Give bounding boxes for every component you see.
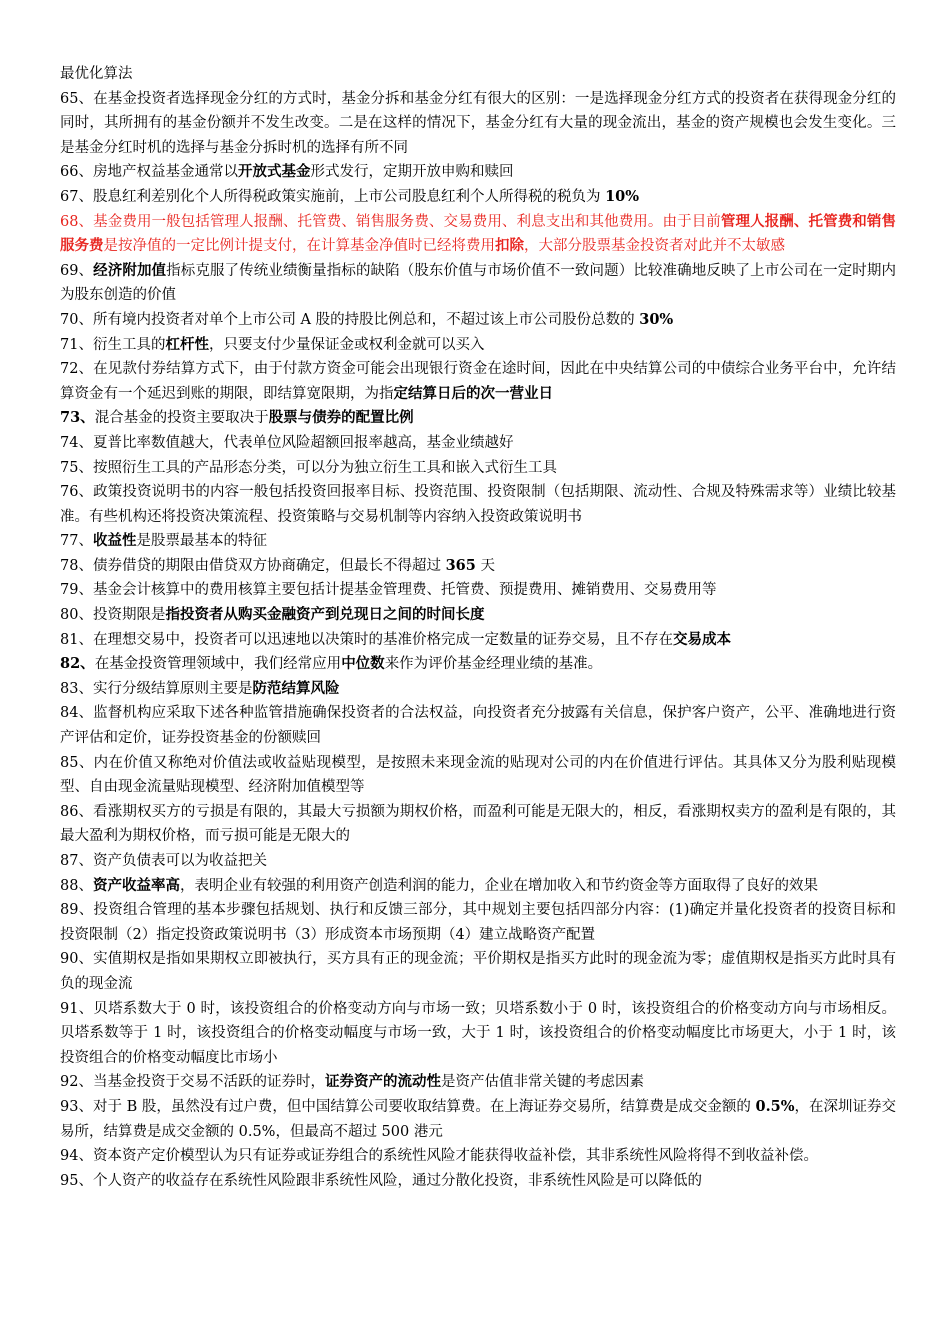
question-item	[60, 480, 896, 529]
emphasis-text: 防范结算风险	[252, 679, 340, 697]
emphasis-text: 开放式基金	[237, 163, 311, 181]
emphasis-text: 资产收益率高	[92, 876, 180, 894]
item-text: 天	[475, 557, 495, 574]
question-item	[60, 898, 896, 947]
item-text: 67、股息红利差别化个人所得税政策实施前，上市公司股息红利个人所得税的税负为	[60, 188, 606, 205]
item-text: 74、夏普比率数值越大，代表单位风险超额回报率越高，基金业绩越好	[60, 434, 514, 451]
item-text: 86、看涨期权买方的亏损是有限的，其最大亏损额为期权价格，而盈利可能是无限大的，相反，看涨期权卖方的盈利是有限的，其最大盈利为期权价格，而亏损可能是无限大的	[60, 803, 896, 845]
item-text: 90、实值期权是指如果期权立即被执行，买方具有正的现金流；平价期权是指买方此时的现金流为零；虚值期权是指买方此时具有负的现金流	[60, 951, 896, 992]
question-item	[60, 1144, 896, 1169]
item-text: 93、对于 B 股，虽然没有过户费，但中国结算公司要收取结算费。在上海证券交易所，结算费是成交金额的	[60, 1098, 756, 1115]
question-item	[60, 1070, 896, 1095]
item-text: 81、在理想交易中，投资者可以迅速地以决策时的基准价格完成一定数量的证券交易，且不存在	[60, 631, 673, 648]
emphasis-text: 30%	[639, 310, 674, 328]
question-item	[60, 160, 896, 185]
item-text: 78、债券借贷的期限由借贷双方协商确定，但最长不得超过	[60, 557, 446, 574]
item-text: 84、监督机构应采取下述各种监管措施确保投资者的合法权益，向投资者充分披露有关信息，保护客户资产，公平、准确地进行资产评估和定价，证券投资基金的份额赎回	[60, 705, 896, 747]
item-text: 75、按照衍生工具的产品形态分类，可以分为独立衍生工具和嵌入式衍生工具	[60, 459, 557, 476]
item-text: 指标克服了传统业绩衡量指标的缺陷（股东价值与市场价值不一致问题）比较准确地反映了上市公司在一定时期内为股东创造的价值	[60, 262, 897, 304]
question-item	[60, 529, 896, 554]
question-item	[60, 456, 896, 481]
question-item	[60, 431, 896, 456]
question-item	[60, 800, 896, 849]
question-item	[60, 997, 896, 1071]
item-text: 94、资本资产定价模型认为只有证券或证券组合的系统性风险才能获得收益补偿，其非系统性风险将得不到收益补偿。	[60, 1148, 818, 1165]
emphasis-text: 收益性	[92, 532, 137, 550]
item-text: ，在深圳证券交易所，结算费是成交金额的 0.5%，但最高不超过 500 港元	[60, 1098, 897, 1140]
question-item	[60, 308, 896, 333]
item-text: ，大部分股票基金投资者对此并不太敏感	[524, 238, 785, 255]
emphasis-text: 365	[445, 556, 476, 574]
emphasis-text: 杠杆性	[165, 335, 209, 353]
question-item	[60, 947, 896, 996]
item-text: 71、衍生工具的	[60, 336, 166, 353]
item-text: 混合基金的投资主要取决于	[94, 410, 269, 427]
item-text: 85、内在价值又称绝对价值法或收益贴现模型，是按照未来现金流的贴现对公司的内在价值进行评估。其具体又分为股利贴现模型、自由现金流量贴现模型、经济附加值模型等	[60, 754, 896, 796]
item-text: 70、所有境内投资者对单个上市公司 A 股的持股比例总和，不超过该上市公司股份总数的	[60, 311, 640, 328]
question-item	[60, 259, 896, 308]
question-item	[60, 87, 896, 161]
item-text: ，表明企业有较强的利用资产创造利润的能力，企业在增加收入和节约资金等方面取得了良好的效果	[179, 877, 818, 894]
item-text: 80、投资期限是	[60, 607, 166, 624]
question-item	[60, 849, 896, 874]
item-text: 79、基金会计核算中的费用核算主要包括计提基金管理费、托管费、预提费用、摊销费用、交易费用等	[60, 582, 717, 599]
emphasis-text: 0.5%	[755, 1097, 795, 1115]
emphasis-text: 交易成本	[672, 630, 731, 648]
question-item	[60, 62, 896, 87]
item-text: 76、政策投资说明书的内容一般包括投资回报率目标、投资范围、投资限制（包括期限、流动性、合规及特殊需求等）业绩比较基准。有些机构还将投资决策流程、投资策略与交易机制等内容纳入投资政策说明书	[60, 484, 896, 525]
item-text: 66、房地产权益基金通常以	[60, 164, 238, 181]
document-body	[60, 62, 896, 1193]
item-text: 77、	[60, 533, 93, 550]
question-item	[60, 677, 896, 702]
emphasis-text: 指投资者从购买金融资产到兑现日之间的时间长度	[165, 606, 485, 624]
question-item	[60, 357, 896, 406]
emphasis-text: 10%	[605, 187, 640, 205]
emphasis-text: 扣除	[495, 237, 524, 255]
item-text: 92、当基金投资于交易不活跃的证券时，	[60, 1074, 325, 1091]
item-text: 最优化算法	[60, 66, 133, 82]
emphasis-text: 经济附加值	[93, 261, 167, 279]
item-text: 72、在见款付券结算方式下，由于付款方资金可能会出现银行资金在途时间，因此在中央结算公司的中债综合业务平台中，允许结算资金有一个延迟到账的期限，即结算宽限期，为指	[60, 361, 896, 402]
item-text: 95、个人资产的收益存在系统性风险跟非系统性风险，通过分散化投资，非系统性风险是可以降低的	[60, 1172, 702, 1189]
question-item	[60, 652, 896, 677]
question-item	[60, 210, 896, 259]
item-text: 89、投资组合管理的基本步骤包括规划、执行和反馈三部分，其中规划主要包括四部分内容：(1)确定并量化投资者的投资目标和投资限制（2）指定投资政策说明书（3）形成资本市场预期（4）建立战略资产配置	[60, 902, 896, 943]
emphasis-text: 管理人报酬、托管费和销售服务费	[60, 212, 896, 255]
item-text: 87、资产负债表可以为收益把关	[60, 853, 267, 869]
emphasis-text: 73、	[60, 409, 95, 427]
item-text: 69、	[60, 262, 94, 279]
question-item	[60, 628, 896, 653]
item-text: 91、贝塔系数大于 0 时，该投资组合的价格变动方向与市场一致；贝塔系数小于 0 时，该投资组合的价格变动方向与市场相反。贝塔系数等于 1 时，该投资组合的价格变动幅度与市场一致，大于 1 时，该投资组合的价格变动幅度比市场更大，小于 1 时，该投资组合的价格变动幅度比市场小	[60, 1000, 896, 1066]
question-item	[60, 185, 896, 210]
item-text: 在基金投资管理领域中，我们经常应用	[94, 656, 342, 673]
item-text: 88、	[60, 877, 93, 894]
question-item	[60, 874, 896, 899]
question-item	[60, 578, 896, 603]
item-text: 是按净值的一定比例计提支付，在计算基金净值时已经将费用	[103, 238, 495, 255]
emphasis-text: 中位数	[341, 655, 385, 673]
question-item	[60, 333, 896, 358]
question-item	[60, 406, 896, 431]
question-item	[60, 1169, 896, 1194]
question-item	[60, 751, 896, 800]
question-item	[60, 1095, 896, 1144]
question-item	[60, 554, 896, 579]
item-text: 是资产估值非常关键的考虑因素	[440, 1074, 644, 1091]
item-text: 68、基金费用一般包括管理人报酬、托管费、销售服务费、交易费用、利息支出和其他费用。由于目前	[60, 213, 721, 230]
item-text: 83、实行分级结算原则主要是	[60, 680, 253, 697]
emphasis-text: 证券资产的流动性	[324, 1073, 441, 1091]
emphasis-text: 股票与债券的配置比例	[268, 409, 414, 427]
item-text: 来作为评价基金经理业绩的基准。	[384, 656, 603, 673]
question-item	[60, 701, 896, 750]
emphasis-text: 82、	[60, 655, 95, 673]
item-text: 形式发行，定期开放申购和赎回	[310, 164, 514, 181]
item-text: 是股票最基本的特征	[136, 533, 267, 550]
emphasis-text: 定结算日后的次一营业日	[393, 384, 553, 402]
item-text: 65、在基金投资者选择现金分红的方式时，基金分拆和基金分红有很大的区别：一是选择现金分红方式的投资者在获得现金分红的同时，其所拥有的基金份额并不发生改变。二是在这样的情况下，基金分红有大量的现金流出，基金的资产规模也会发生变化。三是基金分红时机的选择与基金分拆时机的选择有所不同	[60, 90, 896, 156]
question-item	[60, 603, 896, 628]
item-text: ，只要支付少量保证金或权利金就可以买入	[208, 336, 485, 353]
